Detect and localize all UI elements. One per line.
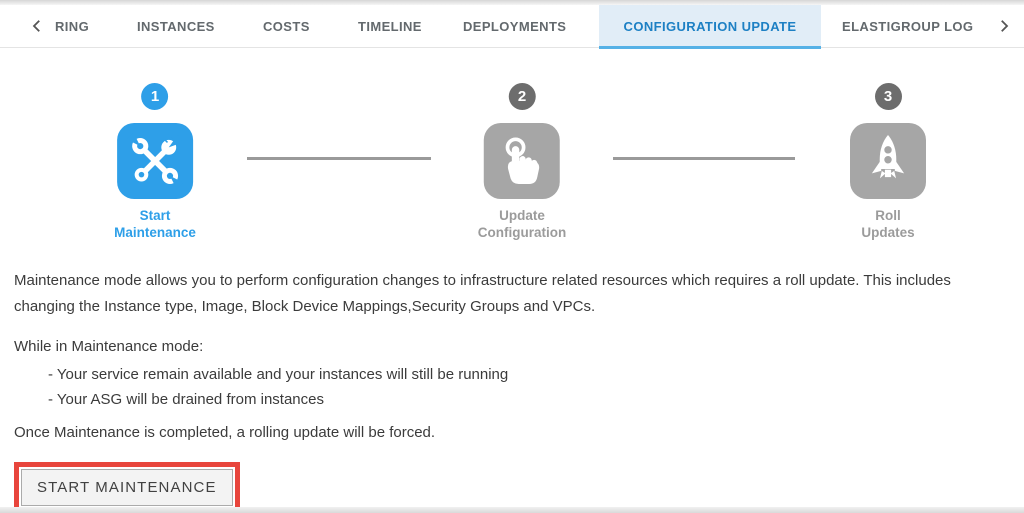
tab-instances[interactable]: INSTANCES [137,19,215,34]
tab-elastigroup-log[interactable]: ELASTIGROUP LOG [842,19,974,34]
window-bottom-edge [0,507,1024,513]
step-2-label: Update Configuration [477,208,567,240]
step-update-configuration [478,83,566,241]
step-connector-1 [247,157,431,160]
while-heading: While in Maintenance mode: [14,338,204,355]
tabs-scroll-left-button[interactable] [28,17,46,35]
step-3-badge: 3 [875,83,902,110]
maintenance-bullet-list [14,362,1010,412]
step-1-label: Start Maintenance [114,208,196,240]
bullet-item: - Your service remain available and your instances will still be running [48,366,509,383]
tab-ring[interactable]: RING [55,19,90,34]
step-1-badge: 1 [142,83,169,110]
step-roll-updates [850,83,926,241]
maintenance-wizard [0,49,1024,258]
closing-note: Once Maintenance is completed, a rolling update will be forced. [14,424,436,441]
maintenance-info-section [0,258,1024,513]
tap-icon [484,123,560,199]
tab-bar [0,5,1024,48]
step-connector-2 [613,157,795,160]
tabs-scroll-right-button[interactable] [995,17,1013,35]
tab-deployments[interactable]: DEPLOYMENTS [463,19,567,34]
rocket-icon [850,123,926,199]
tab-configuration-update[interactable] [599,5,821,48]
chevron-right-icon [995,17,1013,35]
step-3-label: Roll Updates [861,208,915,240]
wrenches-icon [117,123,193,199]
tab-timeline[interactable]: TIMELINE [358,19,422,34]
tab-costs[interactable]: COSTS [263,19,310,34]
step-start-maintenance [114,83,196,241]
bullet-item: - Your ASG will be drained from instances [48,391,324,408]
tab-configuration-update-label: CONFIGURATION UPDATE [623,19,797,34]
maintenance-description: Maintenance mode allows you to perform configuration changes to infrastructure related resources which requires a roll update. This includes changing the Instance type, Image, Block Device Mappings,Security Groups and VPCs. [14,272,951,315]
chevron-left-icon [28,17,46,35]
annotation-highlight-box [14,462,240,513]
step-2-badge: 2 [508,83,535,110]
start-maintenance-button[interactable]: START MAINTENANCE [21,469,233,506]
